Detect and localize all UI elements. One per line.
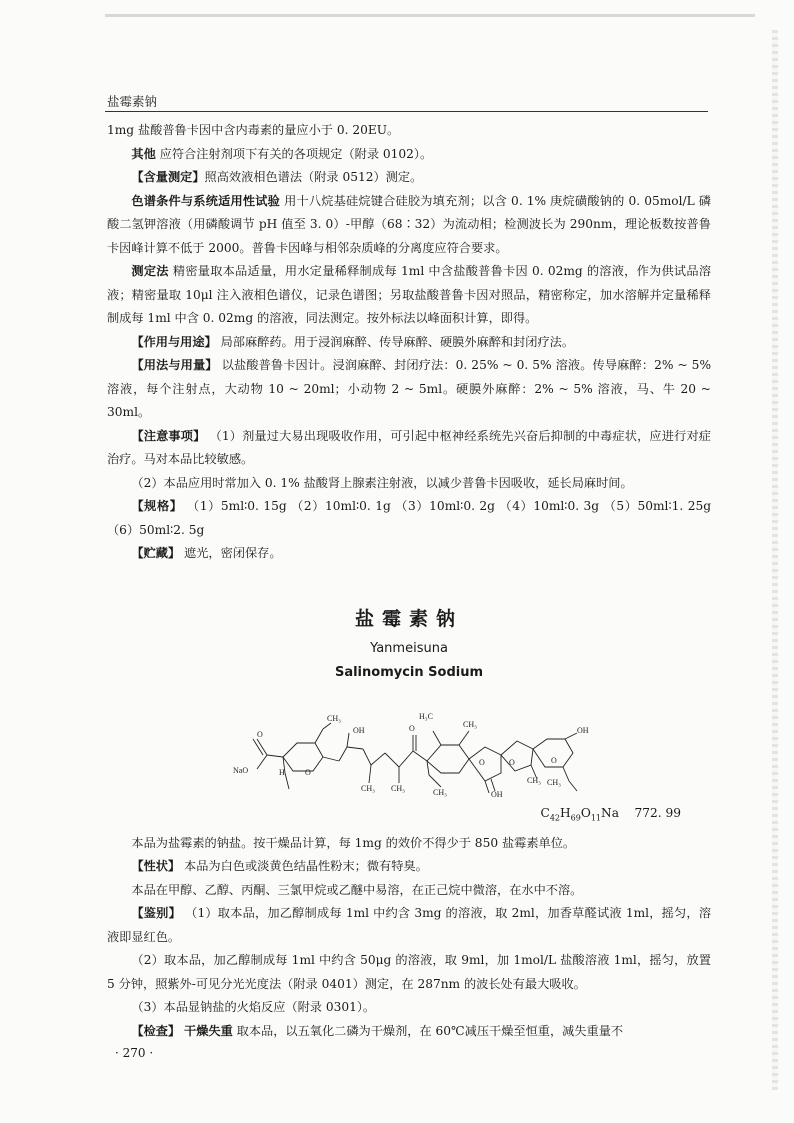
label-hydroxyl: OH	[353, 725, 365, 735]
label-ch3: CH₃	[463, 719, 477, 729]
label-ketone-oxygen: O	[409, 723, 415, 733]
paragraph-precautions	[107, 425, 711, 472]
label-hydroxyl: OH	[491, 789, 503, 799]
monograph-title-block	[107, 605, 711, 683]
paragraph-solubility: 本品在甲醇、乙醇、丙酮、三氯甲烷或乙醚中易溶，在正己烷中微溶，在水中不溶。	[131, 882, 583, 897]
label-chromatographic-conditions: 色谱条件与系统适用性试验	[131, 193, 280, 208]
molecular-formula	[107, 803, 711, 828]
label-loss-on-drying: 干燥失重	[184, 1023, 233, 1038]
label-hydrogen: H	[279, 767, 285, 777]
paragraph-identification-2: （2）取本品，加乙醇制成每 1ml 中约含 50μg 的溶液，取 9ml，加 1mol/L 盐酸溶液 1ml，摇匀，放置 5 分钟，照紫外-可见分光光度法（附录 0401）测定，在 287nm 的波长处有最大吸收。	[107, 953, 711, 991]
paragraph-definition: 本品为盐霉素的钠盐。按干燥品计算，每 1mg 的效价不得少于 850 盐霉素单位。	[131, 835, 576, 850]
section-specifications: 【规格】	[131, 499, 183, 513]
label-ring-oxygen: O	[479, 757, 485, 767]
molecular-weight: 772. 99	[634, 805, 681, 820]
section-storage: 【贮藏】	[131, 546, 181, 560]
paragraph-procedure	[107, 260, 711, 331]
monograph-title-english: Salinomycin Sodium	[334, 664, 484, 680]
section-precautions: 【注意事项】	[131, 428, 206, 443]
paragraph-action-use	[107, 331, 711, 355]
monograph-title-chinese: 盐霉素钠	[354, 607, 463, 630]
formula-h-count: 69	[570, 812, 581, 822]
label-nao: NaO	[233, 765, 249, 775]
page-body	[107, 119, 711, 1043]
label-ch3: CH₃	[547, 777, 561, 787]
paragraph-chromatographic-conditions	[107, 190, 711, 261]
page-number: · 270 ·	[115, 1046, 154, 1060]
page-edge-shadow	[772, 30, 778, 1090]
formula-h: H	[560, 805, 571, 820]
section-assay: 【含量测定】	[131, 170, 205, 184]
section-identification: 【鉴别】	[131, 906, 181, 921]
paragraph-identification-1	[107, 902, 711, 949]
formula-c-count: 42	[549, 812, 561, 822]
structure-labels	[233, 712, 589, 799]
label-other: 其他	[131, 146, 156, 161]
label-ch3: CH₃	[391, 783, 405, 793]
label-hydroxyl: OH	[577, 725, 589, 735]
label-ring-oxygen: O	[551, 755, 557, 765]
label-h3c: H₃C	[419, 711, 433, 721]
text-characteristics: 本品为白色或淡黄色结晶性粉末；微有特臭。	[184, 859, 428, 874]
formula-o-count: 11	[590, 812, 602, 822]
paragraph-assay	[107, 166, 711, 190]
label-ch3: CH₃	[361, 783, 375, 793]
paragraph-endotoxin: 1mg 盐酸普鲁卡因中含内毒素的量应小于 0. 20EU。	[107, 123, 400, 137]
label-ch3: CH₃	[327, 713, 341, 723]
label-ring-oxygen: O	[305, 767, 311, 777]
running-head: 盐霉素钠	[107, 94, 158, 109]
label-procedure: 测定法	[131, 264, 169, 278]
text-loss-on-drying: 取本品，以五氧化二磷为干燥剂，在 60℃减压干燥至恒重，减失重量不	[236, 1023, 624, 1038]
paragraph-storage	[107, 542, 711, 566]
formula-o: O	[580, 805, 591, 820]
top-scan-rule	[105, 14, 755, 17]
paragraph-other	[107, 143, 711, 167]
monograph-title-pinyin: Yanmeisuna	[370, 640, 448, 656]
section-action-use: 【作用与用途】	[131, 334, 217, 349]
text-identification-1: （1）取本品，加乙醇制成每 1ml 中约含 3mg 的溶液，取 2ml，加香草醛试液 1ml，摇匀，溶液即显红色。	[107, 906, 712, 944]
text-dosage: 以盐酸普鲁卡因计。浸润麻醉、封闭疗法：0. 25% ~ 0. 5% 溶液。传导麻醉：2% ~ 5% 溶液，每个注射点，大动物 10 ~ 20ml；小动物 2 ~ 5ml。硬膜外麻醉：2% ~ 5% 溶液，马、牛 20 ~ 30ml。	[107, 358, 712, 419]
label-ring-oxygen: O	[509, 757, 515, 767]
header-divider	[105, 111, 708, 112]
text-action-use: 局部麻醉药。用于浸润麻醉、传导麻醉、硬膜外麻醉和封闭疗法。	[220, 334, 575, 349]
text-other: 应符合注射剂项下有关的各项规定（附录 0102）。	[159, 146, 433, 161]
paragraph-identification-3: （3）本品显钠盐的火焰反应（附录 0301）。	[131, 1000, 376, 1015]
formula-c: C	[540, 805, 550, 820]
text-specifications: （1）5ml∶0. 15g （2）10ml∶0. 1g （3）10ml∶0. 2g （4）10ml∶0. 3g （5）50ml∶1. 25g （6）50ml∶2. 5g	[107, 499, 712, 537]
label-ch3: CH₃	[527, 775, 541, 785]
section-dosage: 【用法与用量】	[131, 358, 218, 372]
text-assay: 照高效液相色谱法（附录 0512）测定。	[204, 170, 423, 184]
chemical-structure	[107, 699, 711, 799]
section-characteristics: 【性状】	[131, 859, 181, 874]
text-procedure: 精密量取本品适量，用水定量稀释制成每 1ml 中含盐酸普鲁卡因 0. 02mg 的溶液，作为供试品溶液；精密量取 10μl 注入液相色谱仪，记录色谱图；另取盐酸普鲁卡因对照品，精密称定，加水溶解并定量稀释制成每 1ml 中含 0. 02mg 的溶液，同法测定。按外标法以峰面积计算，即得。	[107, 264, 712, 325]
paragraph-specifications	[107, 495, 711, 542]
paragraph-precautions-2: （2）本品应用时常加入 0. 1% 盐酸肾上腺素注射液，以减少普鲁卡因吸收，延长局麻时间。	[131, 475, 633, 490]
text-precautions: （1）剂量过大易出现吸收作用，可引起中枢神经系统先兴奋后抑制的中毒症状，应进行对症治疗。马对本品比较敏感。	[107, 428, 711, 466]
formula-na: Na	[601, 805, 619, 820]
paragraph-tests	[107, 1020, 711, 1044]
paragraph-characteristics	[107, 855, 711, 879]
label-ch3: CH₃	[433, 787, 447, 797]
text-chromatographic-conditions: 用十八烷基硅烷键合硅胶为填充剂；以含 0. 1% 庚烷磺酸钠的 0. 05mol/L 磷酸二氢钾溶液（用磷酸调节 pH 值至 3. 0）-甲醇（68∶32）为流动相；检测波长为 290nm，理论板数按普鲁卡因峰计算不低于 2000。普鲁卡因峰与相邻杂质峰的分离度应符合要求。	[107, 193, 711, 255]
paragraph-dosage	[107, 354, 711, 425]
label-oxygen: O	[257, 729, 263, 739]
section-tests: 【检查】	[131, 1023, 181, 1038]
text-storage: 遮光，密闭保存。	[184, 546, 282, 560]
salinomycin-structure-diagram	[107, 699, 711, 799]
